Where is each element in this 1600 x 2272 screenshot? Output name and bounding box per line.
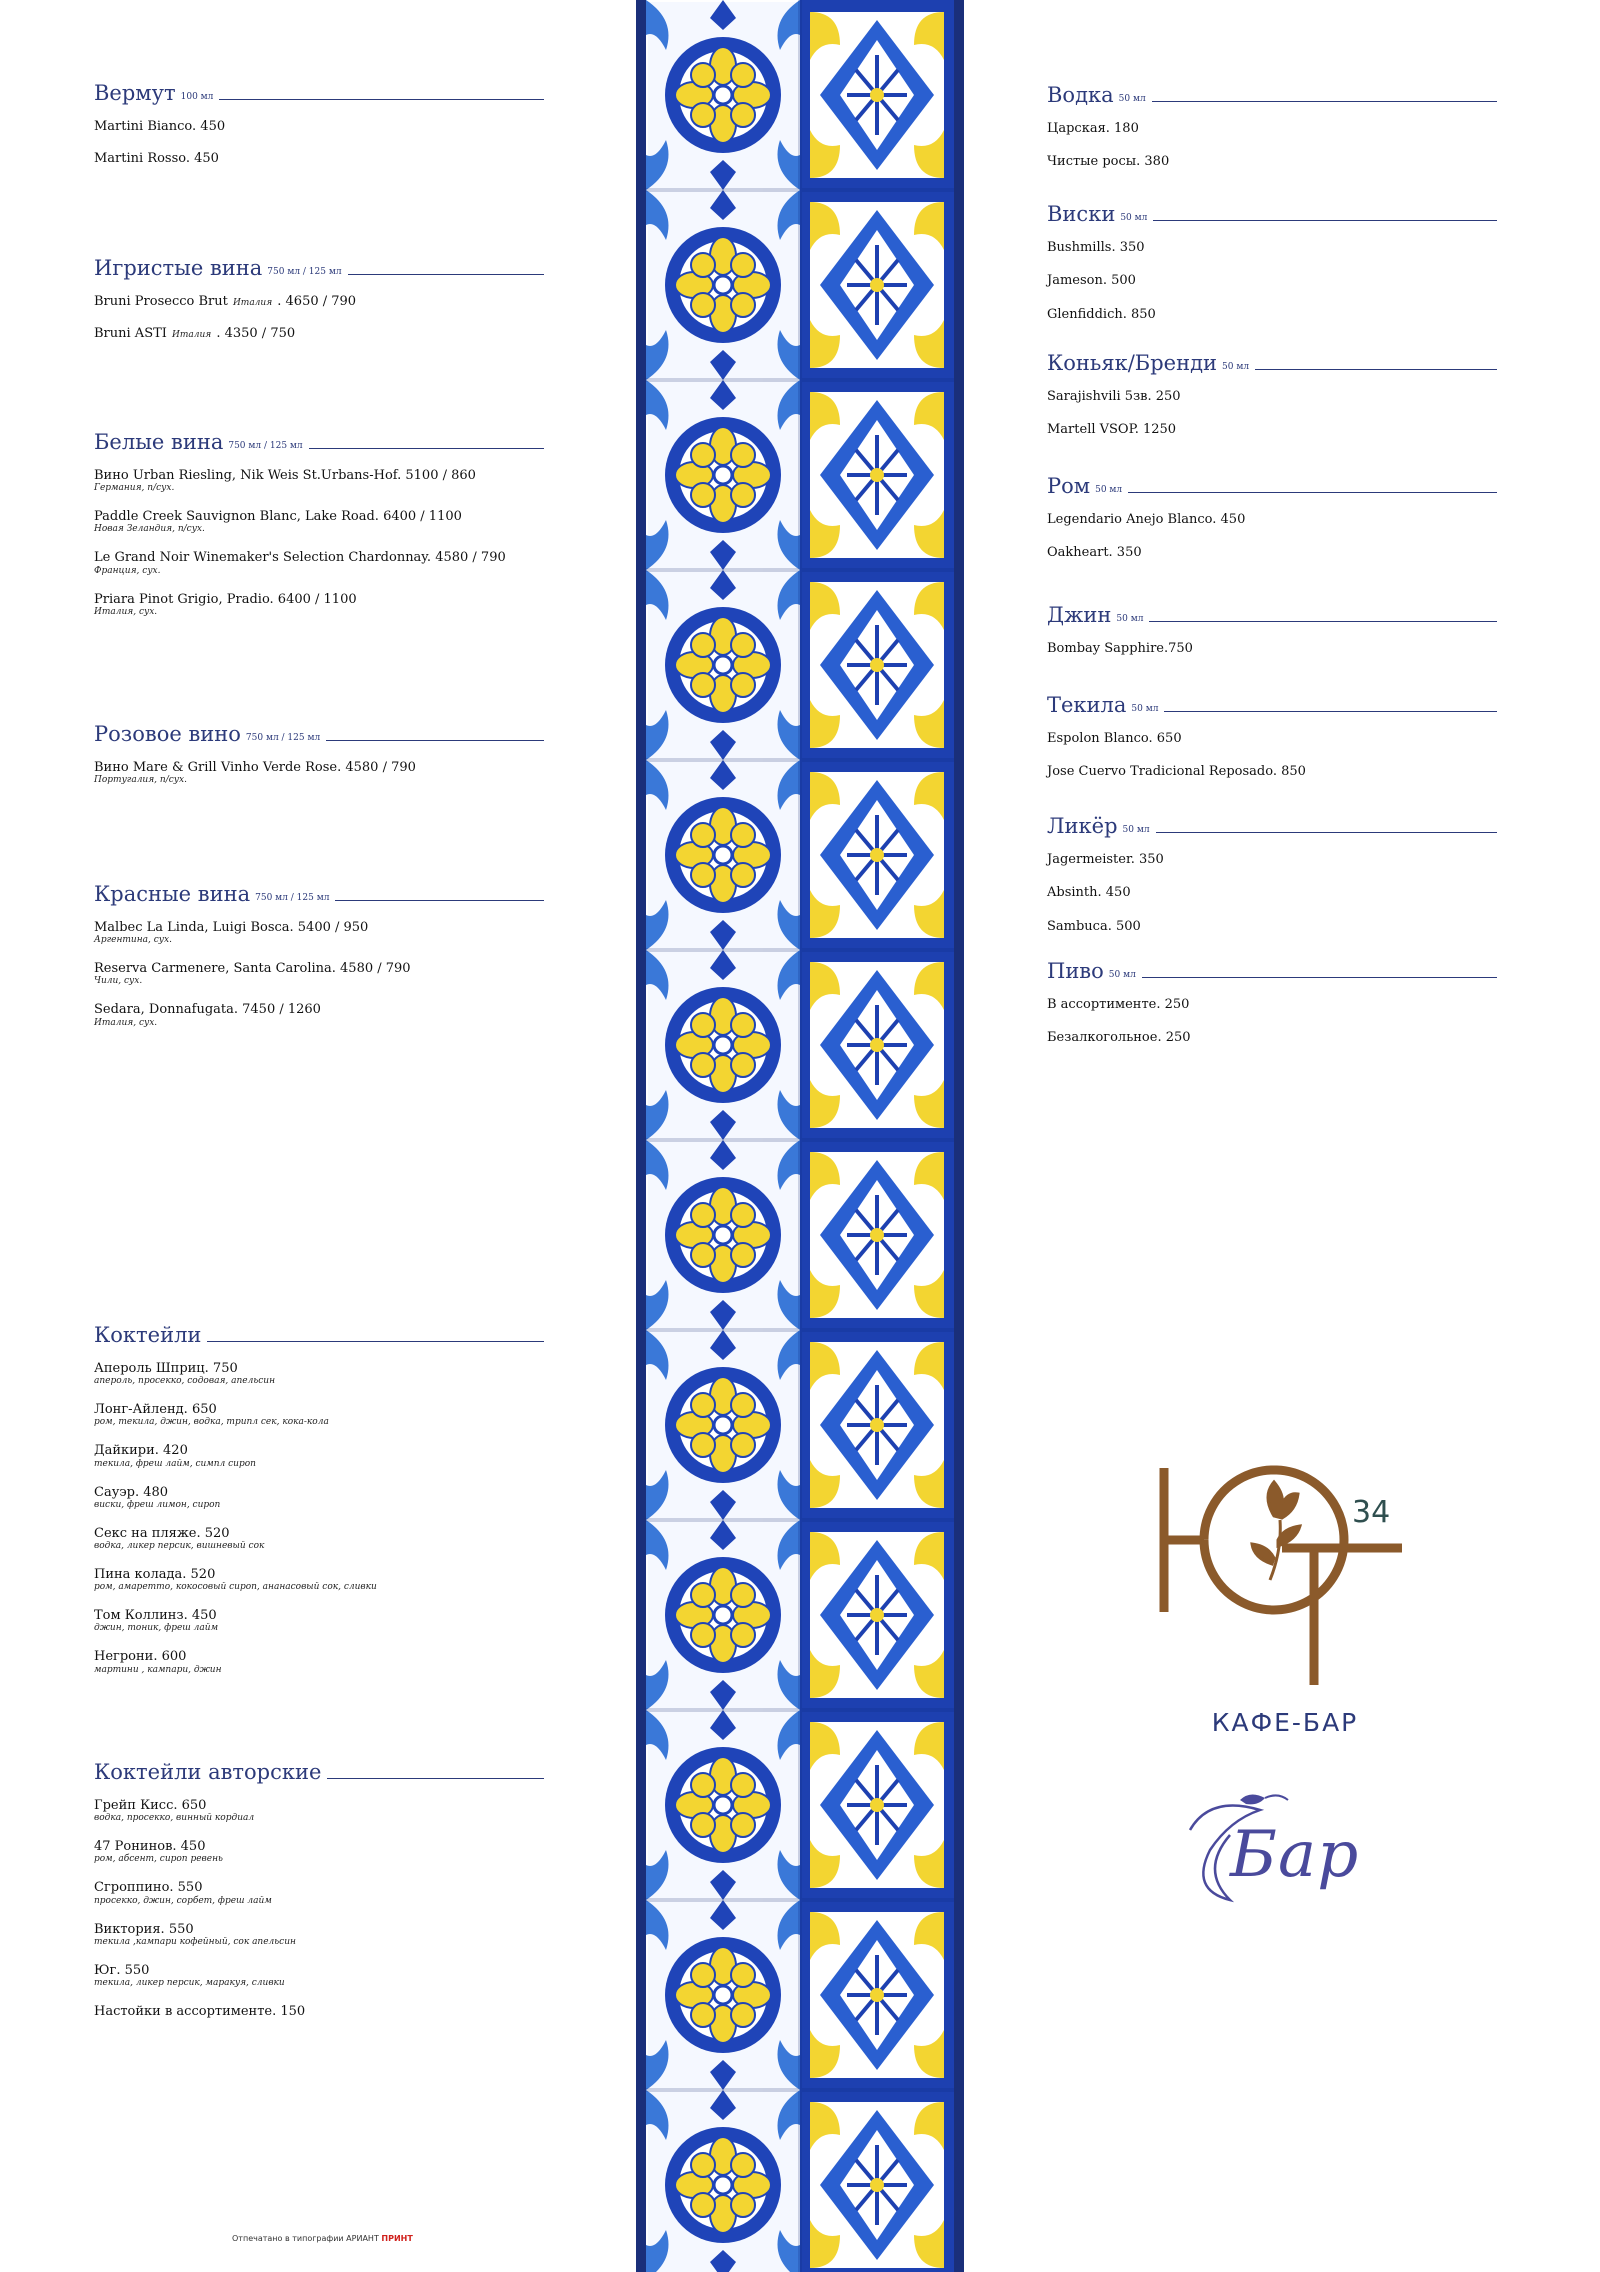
- menu-item: Негрони. 600 мартини , кампари, джин: [94, 1649, 222, 1675]
- section-divider: [1149, 621, 1497, 622]
- section-unit: 50 мл: [1108, 970, 1136, 980]
- menu-item: Дайкири. 420 текила, фреш лайм, симпл сироп: [94, 1443, 256, 1469]
- menu-item: Reserva Carmenere, Santa Carolina. 4580 / 790 Чили, сух.: [94, 961, 411, 987]
- section-whisky: [1047, 195, 1497, 337]
- section-unit: 750 мл / 125 мл: [267, 267, 342, 277]
- menu-item: Юг. 550 текила, ликер персик, маракуя, сливки: [94, 1962, 285, 1989]
- menu-item: Martini Rosso. 450: [94, 151, 219, 167]
- menu-item: Legendario Anejo Blanco. 450: [1047, 512, 1246, 527]
- section-divider: [1142, 977, 1497, 978]
- section-rose-wine: [94, 715, 544, 798]
- section-sparkling: [94, 249, 544, 356]
- menu-item: Glenfiddich. 850: [1047, 306, 1156, 322]
- menu-item: Bushmills. 350: [1047, 240, 1145, 255]
- bar-script-word: Бар: [1230, 1818, 1360, 1892]
- section-unit: 50 мл: [1222, 362, 1250, 372]
- menu-item: Absinth. 450: [1047, 885, 1131, 901]
- tile-pattern: [646, 0, 954, 2272]
- section-divider: [1128, 492, 1497, 493]
- section-cocktails: [94, 1316, 544, 1688]
- section-vermouth: [94, 74, 544, 181]
- section-unit: 100 мл: [180, 92, 214, 102]
- section-divider: [207, 1341, 544, 1342]
- menu-item: Виктория. 550 текила ,кампари кофейный, сок апельсин: [94, 1921, 296, 1947]
- section-divider: [348, 274, 544, 275]
- section-title: Розовое вино: [94, 722, 241, 746]
- section-unit: 50 мл: [1131, 704, 1159, 714]
- menu-item: В ассортименте. 250: [1047, 997, 1190, 1012]
- section-signature-cocktails: [94, 1753, 544, 2031]
- section-title: Джин: [1047, 603, 1112, 627]
- menu-item: Oakheart. 350: [1047, 545, 1142, 561]
- section-divider: [326, 740, 544, 741]
- menu-item: Секс на пляже. 520 водка, ликер персик, вишневый сок: [94, 1525, 265, 1552]
- section-divider: [1152, 101, 1497, 102]
- section-unit: 50 мл: [1116, 614, 1144, 624]
- menu-item: Апероль Шприц. 750 апероль, просекко, содовая, апельсин: [94, 1361, 276, 1387]
- section-rum: [1047, 467, 1497, 576]
- section-title: Игристые вина: [94, 256, 263, 280]
- menu-item: Sarajishvili 5зв. 250: [1047, 389, 1181, 404]
- section-unit: 750 мл / 125 мл: [228, 441, 303, 451]
- section-gin: [1047, 596, 1497, 671]
- section-divider: [335, 900, 544, 901]
- section-vodka: [1047, 76, 1497, 185]
- section-divider: [219, 99, 544, 100]
- section-beer: [1047, 952, 1497, 1061]
- section-unit: 750 мл / 125 мл: [255, 893, 330, 903]
- menu-item: 47 Ронинов. 450 ром, абсент, сироп ревень: [94, 1839, 223, 1865]
- menu-item: Sedara, Donnafugata. 7450 / 1260 Италия, сух.: [94, 1002, 321, 1028]
- menu-item: Jameson. 500: [1047, 273, 1136, 289]
- section-title: Водка: [1047, 83, 1114, 107]
- menu-item: Вино Mare & Grill Vinho Verde Rose. 4580 / 790 Португалия, п/сух.: [94, 760, 416, 786]
- menu-item: Bombay Sapphire.750: [1047, 641, 1193, 656]
- menu-item: Martini Bianco. 450: [94, 119, 226, 134]
- menu-item: Le Grand Noir Winemaker's Selection Chardonnay. 4580 / 790 Франция, сух.: [94, 550, 506, 576]
- menu-item: Priara Pinot Grigio, Pradio. 6400 / 1100 Италия, сух.: [94, 591, 357, 617]
- section-title: Пиво: [1047, 959, 1104, 983]
- section-divider: [309, 448, 544, 449]
- decorative-tile-strip: [636, 0, 964, 2272]
- section-liqueur: [1047, 807, 1497, 949]
- section-title: Вермут: [94, 81, 176, 105]
- section-title: Красные вина: [94, 882, 251, 906]
- print-credit: Отпечатано в типографии АРИАНТ ПРИНТ: [232, 2234, 413, 2243]
- menu-item: Malbec La Linda, Luigi Bosca. 5400 / 950 Аргентина, сух.: [94, 920, 369, 946]
- section-divider: [1164, 711, 1497, 712]
- section-title: Ром: [1047, 474, 1091, 498]
- section-title: Белые вина: [94, 430, 224, 454]
- section-unit: 50 мл: [1095, 485, 1123, 495]
- section-title: Текила: [1047, 693, 1127, 717]
- section-tequila: [1047, 686, 1497, 795]
- section-divider: [1153, 220, 1497, 221]
- menu-item: Сгроппино. 550 просекко, джин, сорбет, фреш лайм: [94, 1880, 272, 1906]
- menu-item: Пина колада. 520 ром, амаретто, кокосовый сироп, ананасовый сок, сливки: [94, 1566, 377, 1593]
- cafe-bar-label: КАФЕ-БАР: [1211, 1708, 1359, 1737]
- menu-item: Jose Cuervo Tradicional Reposado. 850: [1047, 764, 1306, 780]
- menu-item: Настойки в ассортименте. 150: [94, 2003, 306, 2019]
- section-red-wine: [94, 875, 544, 1041]
- logo-number: 34: [1352, 1495, 1391, 1530]
- menu-item: Sambuca. 500: [1047, 918, 1141, 934]
- menu-item: Bruni Prosecco Brut Италия . 4650 / 790: [94, 294, 357, 309]
- section-divider: [1255, 369, 1497, 370]
- section-title: Коньяк/Бренди: [1047, 351, 1217, 375]
- section-divider: [327, 1778, 544, 1779]
- section-white-wine: [94, 423, 544, 630]
- menu-item: Paddle Creek Sauvignon Blanc, Lake Road. 6400 / 1100 Новая Зеландия, п/сух.: [94, 509, 462, 535]
- section-unit: 50 мл: [1122, 825, 1150, 835]
- menu-item: Лонг-Айленд. 650 ром, текила, джин, водка, трипл сек, кока-кола: [94, 1402, 329, 1428]
- menu-item: Грейп Кисс. 650 водка, просекко, винный кордиал: [94, 1798, 255, 1824]
- section-divider: [1156, 832, 1497, 833]
- section-title: Коктейли авторские: [94, 1760, 322, 1784]
- menu-item: Царская. 180: [1047, 121, 1139, 136]
- menu-item: Espolon Blanco. 650: [1047, 731, 1182, 746]
- menu-item: Сауэр. 480 виски, фреш лимон, сироп: [94, 1484, 221, 1510]
- section-unit: 50 мл: [1120, 213, 1148, 223]
- section-unit: 750 мл / 125 мл: [245, 733, 321, 743]
- section-title: Коктейли: [94, 1323, 202, 1347]
- menu-item: Martell VSOP. 1250: [1047, 422, 1177, 438]
- menu-item: Вино Urban Riesling, Nik Weis St.Urbans-Hof. 5100 / 860 Германия, п/сух.: [94, 468, 476, 494]
- menu-item: Bruni ASTI Италия . 4350 / 750: [94, 326, 296, 342]
- section-unit: 50 мл: [1118, 94, 1146, 104]
- menu-item: Безалкогольное. 250: [1047, 1030, 1191, 1046]
- menu-item: Том Коллинз. 450 джин, тоник, фреш лайм: [94, 1608, 219, 1634]
- section-cognac: [1047, 344, 1497, 453]
- menu-item: Чистые росы. 380: [1047, 154, 1170, 170]
- section-title: Виски: [1047, 202, 1116, 226]
- menu-item: Jagermeister. 350: [1047, 852, 1164, 867]
- brand-logo: [1150, 1460, 1420, 1690]
- section-title: Ликёр: [1047, 814, 1118, 838]
